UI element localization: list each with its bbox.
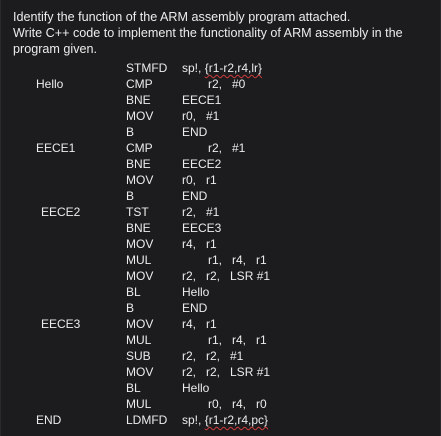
code-operands-text: Hello bbox=[182, 381, 210, 395]
code-label: END bbox=[36, 413, 62, 427]
code-operands-text: r2, r2, LSR #1 bbox=[182, 365, 271, 379]
code-operands-text: r1, r4, r1 bbox=[208, 333, 267, 347]
code-operands bbox=[182, 380, 209, 396]
code-operands-text: r2, #1 bbox=[182, 205, 220, 219]
code-line bbox=[1, 92, 441, 108]
code-operands-text: END bbox=[182, 301, 208, 315]
code-opcode: MOV bbox=[126, 109, 154, 123]
code-operands-text: r2, #1 bbox=[208, 141, 246, 155]
code-line bbox=[1, 300, 441, 316]
code-label: EECE1 bbox=[36, 141, 76, 155]
code-operands bbox=[208, 140, 245, 156]
code-operands-text: EECE2 bbox=[182, 157, 222, 171]
code-opcode: CMP bbox=[126, 77, 153, 91]
code-operands-text: r2, #0 bbox=[208, 77, 246, 91]
code-opcode: STMFD bbox=[126, 61, 168, 75]
code-opcode: BNE bbox=[126, 93, 151, 107]
code-opcode: BL bbox=[126, 285, 141, 299]
code-line bbox=[1, 412, 441, 428]
code-opcode: MUL bbox=[126, 397, 152, 411]
register-list-flagged: {r1-r2,r4,lr} bbox=[204, 61, 263, 75]
code-line bbox=[1, 76, 441, 92]
code-operands bbox=[182, 236, 217, 252]
code-opcode: BNE bbox=[126, 221, 151, 235]
code-line bbox=[1, 108, 441, 124]
code-operands-text: END bbox=[182, 125, 208, 139]
code-opcode: MOV bbox=[126, 237, 154, 251]
code-operands bbox=[208, 332, 267, 348]
code-opcode: MUL bbox=[126, 333, 152, 347]
code-line bbox=[1, 188, 441, 204]
code-label: Hello bbox=[36, 77, 64, 91]
code-line bbox=[1, 172, 441, 188]
code-line bbox=[1, 220, 441, 236]
code-operands bbox=[182, 284, 209, 300]
code-line bbox=[1, 204, 441, 220]
assembly-listing bbox=[1, 60, 441, 428]
code-operands-text: sp!, bbox=[182, 61, 205, 75]
code-opcode: MUL bbox=[126, 253, 152, 267]
code-operands bbox=[182, 60, 262, 76]
code-operands bbox=[182, 348, 243, 364]
code-opcode: BNE bbox=[126, 157, 151, 171]
code-operands bbox=[182, 412, 268, 428]
code-line bbox=[1, 124, 441, 140]
code-operands-text: r4, r1 bbox=[182, 237, 217, 251]
code-opcode: MOV bbox=[126, 365, 154, 379]
code-line bbox=[1, 252, 441, 268]
code-opcode: CMP bbox=[126, 141, 153, 155]
code-opcode: LDMFD bbox=[126, 413, 168, 427]
code-opcode: MOV bbox=[126, 269, 154, 283]
code-operands bbox=[182, 124, 207, 140]
code-operands-text: EECE1 bbox=[182, 93, 222, 107]
code-opcode: MOV bbox=[126, 173, 154, 187]
code-line bbox=[1, 156, 441, 172]
code-operands bbox=[182, 204, 219, 220]
code-operands bbox=[182, 172, 217, 188]
code-opcode: MOV bbox=[126, 317, 154, 331]
code-operands bbox=[208, 252, 267, 268]
code-line bbox=[1, 140, 441, 156]
code-label: EECE2 bbox=[41, 205, 81, 219]
code-label: EECE3 bbox=[41, 317, 81, 331]
code-opcode: BL bbox=[126, 381, 141, 395]
code-line bbox=[1, 268, 441, 284]
code-operands-text: END bbox=[182, 189, 208, 203]
code-operands-text: r2, r2, #1 bbox=[182, 349, 244, 363]
code-operands bbox=[182, 108, 219, 124]
code-operands bbox=[182, 220, 221, 236]
code-line bbox=[1, 332, 441, 348]
code-opcode: TST bbox=[126, 205, 149, 219]
question-line-1: Identify the function of the ARM assembly program attached. bbox=[13, 10, 351, 24]
code-line bbox=[1, 364, 441, 380]
code-operands-text: r4, r1 bbox=[182, 317, 217, 331]
code-operands-text: sp!, bbox=[182, 413, 205, 427]
code-opcode: B bbox=[126, 125, 135, 139]
code-operands-text: r0, r1 bbox=[182, 173, 217, 187]
code-line bbox=[1, 348, 441, 364]
code-line bbox=[1, 396, 441, 412]
code-opcode: B bbox=[126, 301, 135, 315]
question-line-3: program given. bbox=[13, 42, 97, 57]
code-operands-text: r2, r2, LSR #1 bbox=[182, 269, 271, 283]
code-operands bbox=[182, 156, 221, 172]
question-line-2: Write C++ code to implement the functionality of ARM assembly in the bbox=[13, 26, 403, 41]
code-operands bbox=[208, 76, 245, 92]
code-line bbox=[1, 60, 441, 76]
code-operands bbox=[208, 396, 267, 412]
code-opcode: SUB bbox=[126, 349, 151, 363]
code-operands bbox=[182, 188, 207, 204]
code-line bbox=[1, 236, 441, 252]
code-operands bbox=[182, 316, 217, 332]
code-operands bbox=[182, 300, 207, 316]
code-operands-text: Hello bbox=[182, 285, 210, 299]
code-operands bbox=[182, 364, 270, 380]
code-operands-text: EECE3 bbox=[182, 221, 222, 235]
code-operands-text: r1, r4, r1 bbox=[208, 253, 267, 267]
code-opcode: B bbox=[126, 189, 135, 203]
code-line bbox=[1, 316, 441, 332]
code-operands bbox=[182, 268, 270, 284]
code-line bbox=[1, 284, 441, 300]
register-list-flagged: {r1-r2,r4,pc} bbox=[204, 413, 269, 427]
code-operands-text: r0, r4, r0 bbox=[208, 397, 267, 411]
code-line bbox=[1, 380, 441, 396]
code-operands bbox=[182, 92, 221, 108]
question-text bbox=[13, 9, 433, 58]
code-operands-text: r0, #1 bbox=[182, 109, 220, 123]
